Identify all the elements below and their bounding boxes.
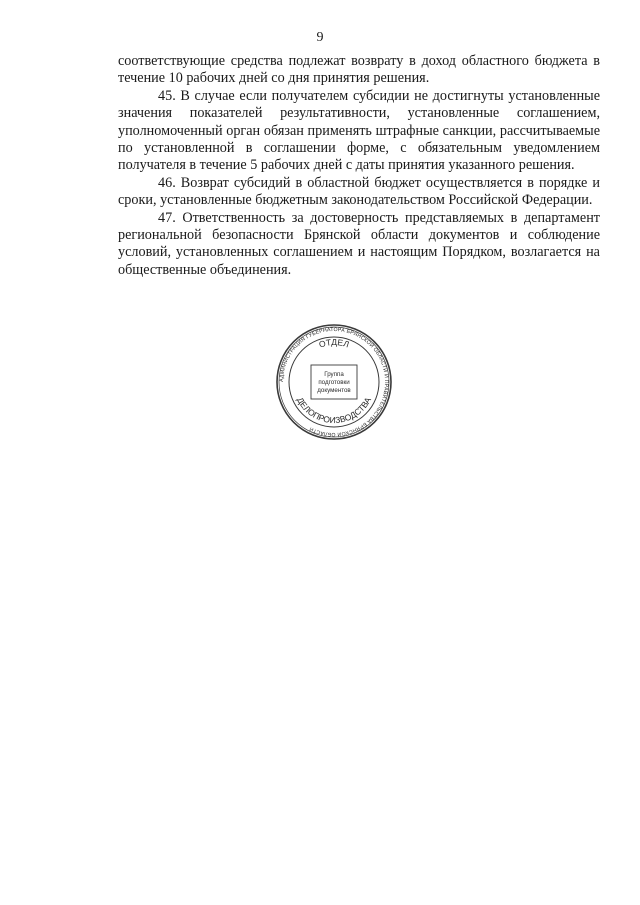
document-body [118, 53, 600, 279]
office-stamp [275, 323, 393, 441]
page-number: 9 [316, 30, 324, 45]
paragraph-45: 45. В случае если получателем субсидии не достигнуты установленные значения показателей результативности, установленные соглашением, уполномоченный орган обязан применять штрафные санкции, рассчитываемые по установленной в соглашении форме, с обязательным уведомлением получателя в течение 5 рабочих дней с даты принятия указанного решения. [118, 87, 600, 174]
stamp-inner-top-text: ОТДЕЛ [317, 336, 351, 350]
paragraph-47: 47. Ответственность за достоверность представляемых в департамент региональной безопасности Брянской области документов и соблюдение условий, установленных соглашением и настоящим Порядком, возлагается на общественные объединения. [118, 209, 600, 278]
stamp-center-line-2: подготовки [318, 379, 350, 386]
stamp-seal-graphic [275, 323, 393, 441]
paragraph-continuation: соответствующие средства подлежат возврату в доход областного бюджета в течение 10 рабочих дней со дня принятия решения. [118, 53, 600, 87]
stamp-outer-text: АДМИНИСТРАЦИЯ ГУБЕРНАТОРА БРЯНСКОЙ ОБЛАСТИ И ПРАВИТЕЛЬСТВА БРЯНСКОЙ ОБЛАСТИ [278, 326, 390, 438]
stamp-center-line-1: Группа [324, 371, 344, 378]
paragraph-46: 46. Возврат субсидий в областной бюджет осуществляется в порядке и сроки, установленные бюджетным законодательством Российской Федерации. [118, 174, 600, 209]
stamp-center-line-3: документов [317, 387, 351, 394]
stamp-inner-bottom-text: ДЕЛОПРОИЗВОДСТВА [295, 395, 373, 426]
